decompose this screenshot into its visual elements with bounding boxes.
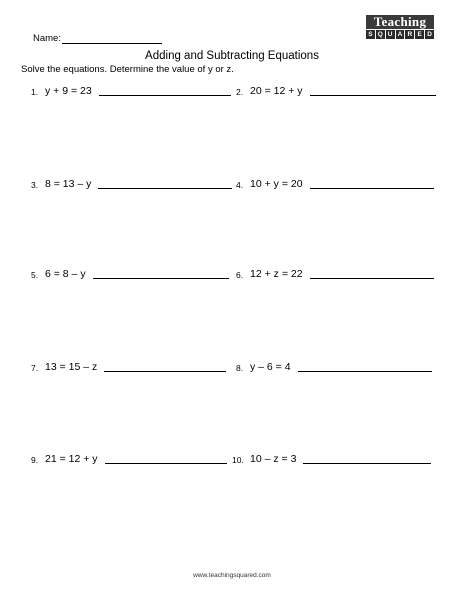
problem-number: 6.: [236, 270, 244, 280]
answer-line[interactable]: [105, 462, 227, 464]
problem-9: [31, 453, 227, 465]
problem-number: 5.: [31, 270, 39, 280]
logo-letter: S: [366, 30, 375, 39]
problem-equation: 10 – z = 3: [250, 453, 297, 465]
problem-2: [236, 85, 436, 97]
page-title: Adding and Subtracting Equations: [145, 50, 319, 62]
name-label: Name:: [33, 33, 61, 44]
problem-number: 8.: [236, 363, 244, 373]
name-field[interactable]: [33, 33, 162, 44]
logo-bottom-letters: [366, 30, 434, 39]
problem-4: [236, 178, 434, 190]
problem-number: 1.: [31, 87, 39, 97]
answer-line[interactable]: [310, 277, 434, 279]
problem-number: 9.: [31, 455, 39, 465]
footer-url: www.teachingsquared.com: [193, 572, 271, 579]
problem-3: [31, 178, 232, 190]
problem-10: [232, 453, 431, 465]
problem-number: 3.: [31, 180, 39, 190]
answer-line[interactable]: [99, 94, 231, 96]
problem-6: [236, 268, 434, 280]
problem-number: 10.: [232, 455, 244, 465]
problem-1: [31, 85, 231, 97]
logo-letter: Q: [377, 31, 383, 38]
teaching-squared-logo: [366, 15, 434, 39]
logo-letter: R: [405, 30, 414, 39]
answer-line[interactable]: [310, 94, 436, 96]
problem-equation: 8 = 13 – y: [45, 178, 92, 190]
logo-letter: U: [386, 30, 395, 39]
answer-line[interactable]: [303, 462, 431, 464]
logo-letter: E: [415, 30, 424, 39]
problem-7: [31, 361, 226, 373]
answer-line[interactable]: [104, 370, 226, 372]
problem-equation: 21 = 12 + y: [45, 453, 98, 465]
problem-equation: 20 = 12 + y: [250, 85, 303, 97]
logo-letter: A: [396, 30, 405, 39]
answer-line[interactable]: [310, 187, 434, 189]
answer-line[interactable]: [298, 370, 432, 372]
problem-8: [236, 361, 432, 373]
problem-equation: 12 + z = 22: [250, 268, 303, 280]
problem-number: 4.: [236, 180, 244, 190]
problem-equation: 13 = 15 – z: [45, 361, 98, 373]
problem-5: [31, 268, 229, 280]
problem-number: 2.: [236, 87, 244, 97]
problem-equation: 6 = 8 – y: [45, 268, 86, 280]
instructions: Solve the equations. Determine the value of y or z.: [21, 64, 234, 75]
problem-number: 7.: [31, 363, 39, 373]
logo-top-text: Teaching: [366, 15, 434, 29]
logo-letter: D: [425, 30, 434, 39]
problem-equation: y + 9 = 23: [45, 85, 92, 97]
problem-equation: y – 6 = 4: [250, 361, 291, 373]
problem-equation: 10 + y = 20: [250, 178, 303, 190]
answer-line[interactable]: [98, 187, 232, 189]
name-line[interactable]: [62, 33, 162, 44]
answer-line[interactable]: [93, 277, 229, 279]
